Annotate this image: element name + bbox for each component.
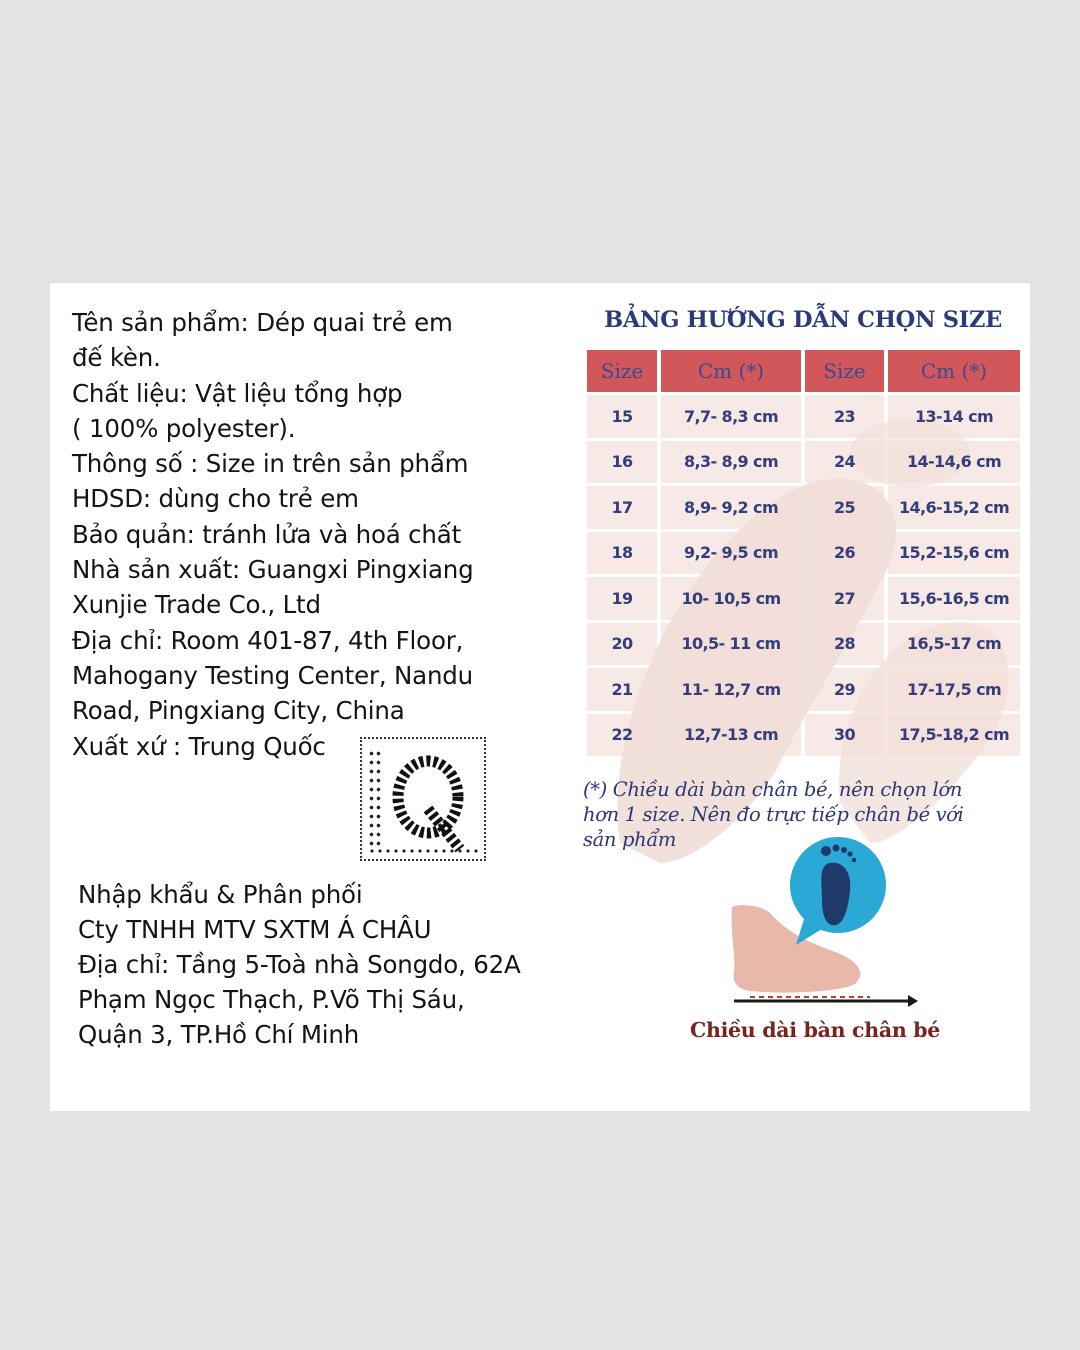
size-cell: 21 xyxy=(587,668,657,711)
table-row xyxy=(587,441,1020,484)
length-cell: 15,2-15,6 cm xyxy=(888,532,1020,575)
length-cell: 16,5-17 cm xyxy=(888,623,1020,666)
address-line-3: Road, Pingxiang City, China xyxy=(72,696,405,726)
length-cell: 17,5-18,2 cm xyxy=(888,714,1020,757)
product-label-card xyxy=(50,283,1030,1111)
length-cell: 10- 10,5 cm xyxy=(661,577,801,620)
length-cell: 14-14,6 cm xyxy=(888,441,1020,484)
size-cell: 22 xyxy=(587,714,657,757)
address-line-2: Mahogany Testing Center, Nandu xyxy=(72,660,473,690)
importer-address-3: Quận 3, TP.Hồ Chí Minh xyxy=(78,1020,360,1049)
length-cell: 13-14 cm xyxy=(888,395,1020,438)
table-row xyxy=(587,395,1020,438)
size-cell: 23 xyxy=(805,395,884,438)
size-cell: 29 xyxy=(805,668,884,711)
foot-measure-icon xyxy=(730,835,920,1007)
size-guide xyxy=(580,283,1030,1111)
importer-address: Địa chỉ: Tầng 5-Toà nhà Songdo, 62A xyxy=(78,950,521,979)
length-cell: 8,3- 8,9 cm xyxy=(661,441,801,484)
size-cell: 28 xyxy=(805,623,884,666)
size-cell: 18 xyxy=(587,532,657,575)
importer-heading: Nhập khẩu & Phân phối xyxy=(78,880,363,909)
product-name-line-2: đế kèn. xyxy=(72,343,161,373)
size-note-line-3: sản phẩm xyxy=(583,828,677,851)
size-cell: 20 xyxy=(587,623,657,666)
header-cm: Cm (*) xyxy=(661,350,801,392)
importer-address-2: Phạm Ngọc Thạch, P.Võ Thị Sáu, xyxy=(78,985,465,1014)
size-cell: 16 xyxy=(587,441,657,484)
length-cell: 9,2- 9,5 cm xyxy=(661,532,801,575)
header-cm-2: Cm (*) xyxy=(888,350,1020,392)
length-cell: 10,5- 11 cm xyxy=(661,623,801,666)
table-row xyxy=(587,532,1020,575)
material-line: Chất liệu: Vật liệu tổng hợp xyxy=(72,378,403,408)
importer-info xyxy=(78,877,578,1052)
address-line: Địa chỉ: Room 401-87, 4th Floor, xyxy=(72,625,464,655)
qc-stamp xyxy=(360,737,486,861)
manufacturer-line-2: Xunjie Trade Co., Ltd xyxy=(72,590,321,620)
header-size-2: Size xyxy=(805,350,884,392)
table-row xyxy=(587,668,1020,711)
product-info xyxy=(72,305,552,764)
size-table-header xyxy=(587,350,1020,392)
length-cell: 7,7- 8,3 cm xyxy=(661,395,801,438)
spec-line: Thông số : Size in trên sản phẩm xyxy=(72,449,469,479)
table-row xyxy=(587,577,1020,620)
qc-letter-icon xyxy=(388,749,474,853)
origin-line: Xuất xứ : Trung Quốc xyxy=(72,731,326,761)
manufacturer-line: Nhà sản xuất: Guangxi Pingxiang xyxy=(72,555,474,585)
length-cell: 15,6-16,5 cm xyxy=(888,577,1020,620)
size-cell: 27 xyxy=(805,577,884,620)
size-cell: 15 xyxy=(587,395,657,438)
table-row xyxy=(587,623,1020,666)
size-guide-title: BẢNG HƯỚNG DẪN CHỌN SIZE xyxy=(604,307,1002,333)
length-cell: 8,9- 9,2 cm xyxy=(661,486,801,529)
header-size: Size xyxy=(587,350,657,392)
importer-company: Cty TNHH MTV SXTM Á CHÂU xyxy=(78,915,432,944)
product-name-line: Tên sản phẩm: Dép quai trẻ em xyxy=(72,308,453,337)
table-row xyxy=(587,714,1020,757)
table-row xyxy=(587,486,1020,529)
size-cell: 25 xyxy=(805,486,884,529)
foot-length-caption: Chiều dài bàn chân bé xyxy=(689,1018,941,1042)
usage-line: HDSD: dùng cho trẻ em xyxy=(72,484,359,514)
size-cell: 17 xyxy=(587,486,657,529)
size-cell: 24 xyxy=(805,441,884,484)
length-cell: 12,7-13 cm xyxy=(661,714,801,757)
size-table xyxy=(583,347,1024,759)
material-line-2: ( 100% polyester). xyxy=(72,413,296,443)
size-note-line: (*) Chiều dài bàn chân bé, nên chọn lớn xyxy=(583,778,963,801)
length-cell: 14,6-15,2 cm xyxy=(888,486,1020,529)
size-cell: 30 xyxy=(805,714,884,757)
storage-line: Bảo quản: tránh lửa và hoá chất xyxy=(72,519,461,549)
size-note-line-2: hơn 1 size. Nên đo trực tiếp chân bé với xyxy=(583,803,964,826)
length-cell: 11- 12,7 cm xyxy=(661,668,801,711)
stamp-dots-decoration xyxy=(368,749,382,849)
length-cell: 17-17,5 cm xyxy=(888,668,1020,711)
size-cell: 19 xyxy=(587,577,657,620)
size-cell: 26 xyxy=(805,532,884,575)
